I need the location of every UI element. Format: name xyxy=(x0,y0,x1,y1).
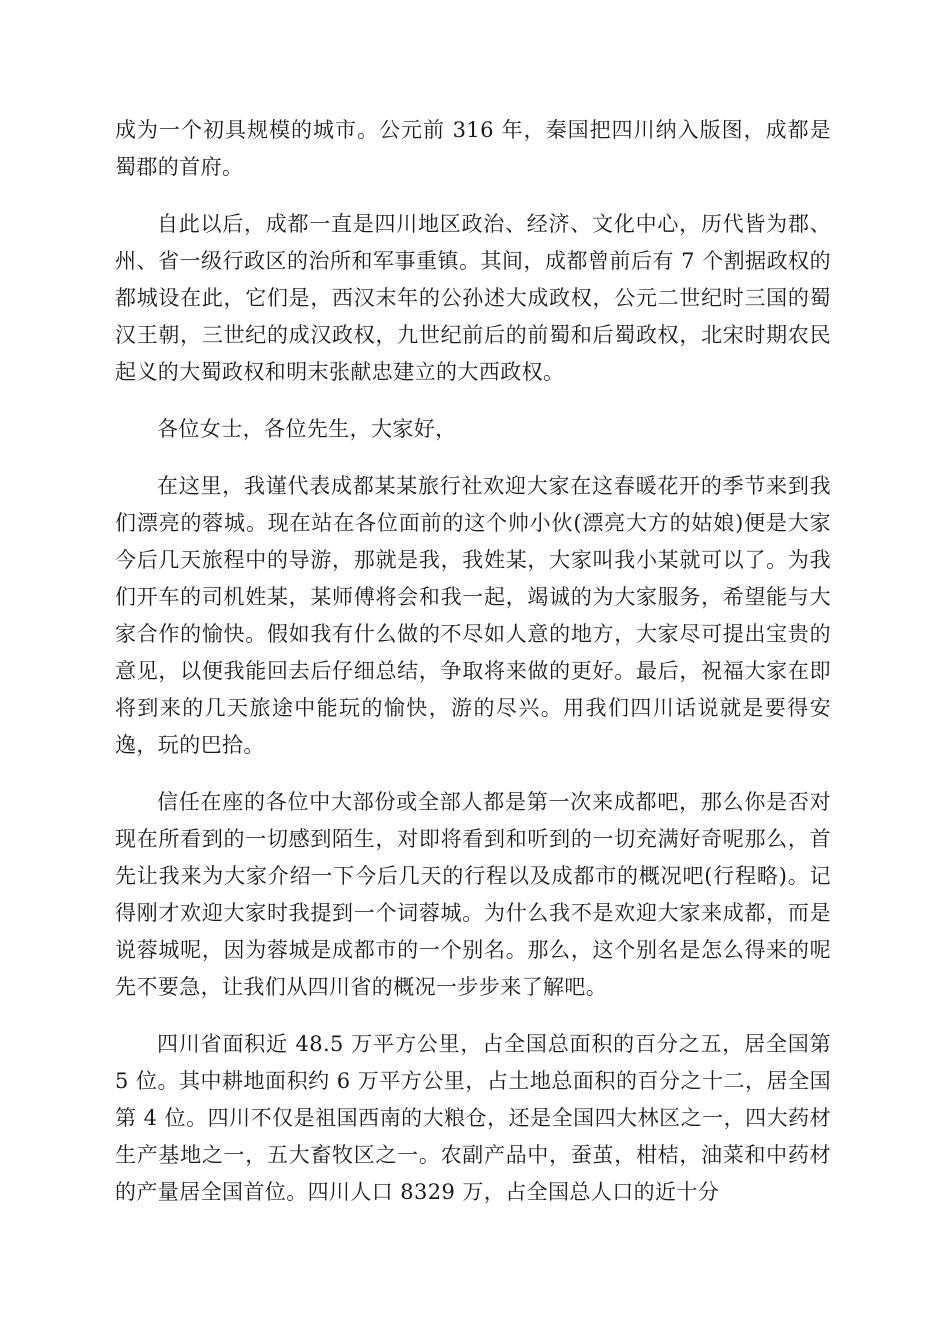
paragraph-2: 自此以后，成都一直是四川地区政治、经济、文化中心，历代皆为郡、州、省一级行政区的治所和军事重镇。其间，成都曾前后有 7 个割据政权的都城设在此，它们是，西汉末年的公孙述大成政权，公元二世纪时三国的蜀汉王朝，三世纪的成汉政权，九世纪前后的前蜀和后蜀政权，北宋时期农民起义的大蜀政权和明末张献忠建立的大西政权。 xyxy=(115,212,831,384)
paragraph-4: 在这里，我谨代表成都某某旅行社欢迎大家在这春暖花开的季节来到我们漂亮的蓉城。现在站在各位面前的这个帅小伙(漂亮大方的姑娘)便是大家今后几天旅程中的导游，那就是我，我姓某，大家叫我小某就可以了。为我们开车的司机姓某，某师傅将会和我一起，竭诚的为大家服务，希望能与大家合作的愉快。假如我有什么做的不尽如人意的地方，大家尽可提出宝贵的意见，以便我能回去后仔细总结，争取将来做的更好。最后，祝福大家在即将到来的几天旅途中能玩的愉快，游的尽兴。用我们四川话说就是要得安逸，玩的巴拾。 xyxy=(115,474,831,757)
paragraph-6: 四川省面积近 48.5 万平方公里，占全国总面积的百分之五，居全国第 5 位。其中耕地面积约 6 万平方公里，占土地总面积的百分之十二，居全国第 4 位。四川不仅是祖国西南的大粮仓，还是全国四大林区之一，四大药材生产基地之一，五大畜牧区之一。农副产品中，蚕茧，柑桔，油菜和中药材的产量居全国首位。四川人口 8329 万，占全国总人口的近十分 xyxy=(115,1032,831,1204)
paragraph-1: 成为一个初具规模的城市。公元前 316 年，秦国把四川纳入版图，成都是蜀郡的首府。 xyxy=(115,118,831,179)
document-body xyxy=(115,112,831,1231)
paragraph-3: 各位女士，各位先生，大家好， xyxy=(157,417,457,441)
paragraph-5: 信任在座的各位中大部份或全部人都是第一次来成都吧，那么你是否对现在所看到的一切感到陌生，对即将看到和听到的一切充满好奇呢那么，首先让我来为大家介绍一下今后几天的行程以及成都市的概况吧(行程略)。记得刚才欢迎大家时我提到一个词蓉城。为什么我不是欢迎大家来成都，而是说蓉城呢，因为蓉城是成都市的一个别名。那么，这个别名是怎么得来的呢先不要急，让我们从四川省的概况一步步来了解吧。 xyxy=(115,790,831,999)
